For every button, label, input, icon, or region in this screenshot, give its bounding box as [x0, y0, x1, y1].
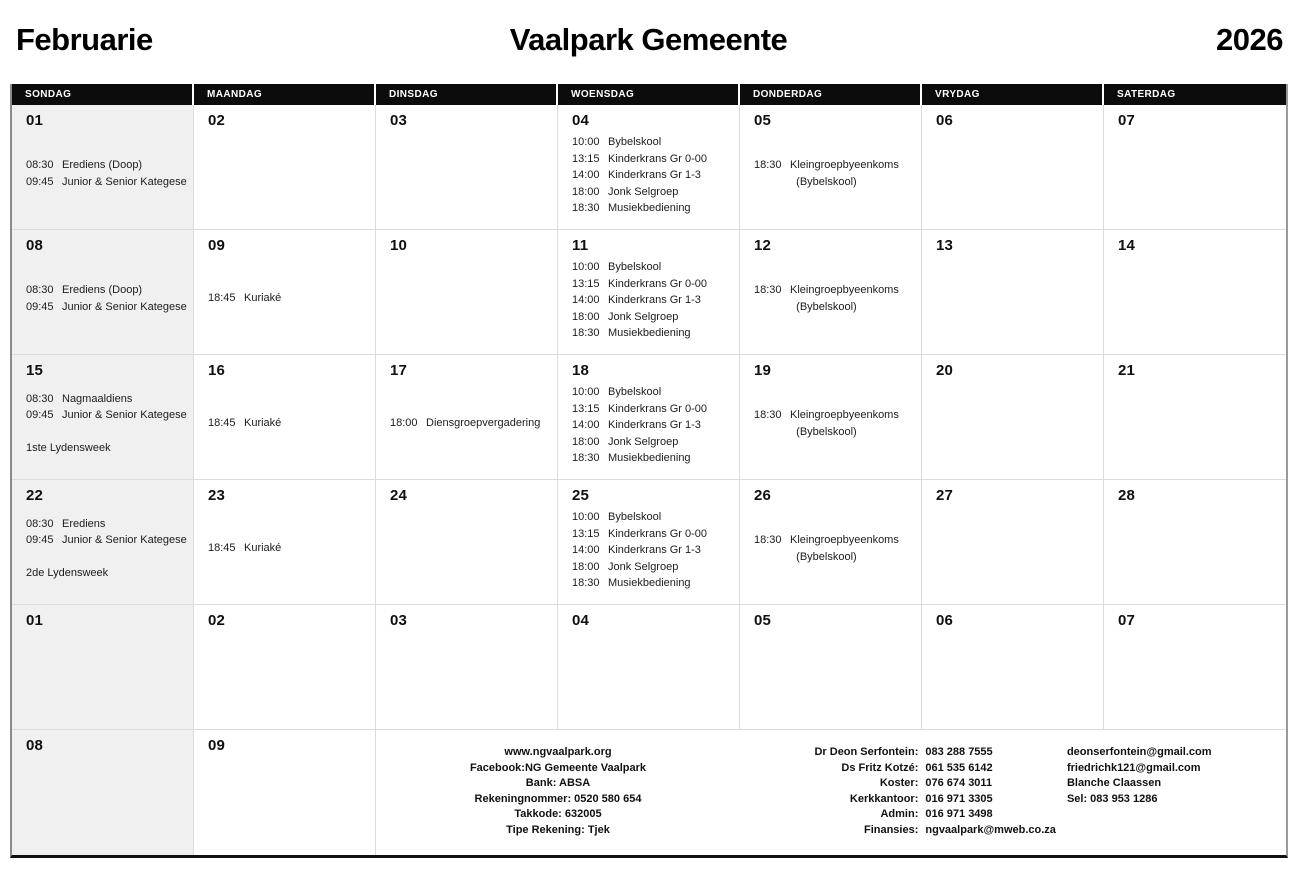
day-number: 03	[390, 612, 408, 629]
day-cell-07	[1104, 605, 1286, 730]
event-time: 09:45	[26, 175, 54, 188]
day-cell-23	[194, 480, 376, 605]
event-line	[26, 440, 187, 457]
day-cell-12	[740, 230, 922, 355]
events-block	[208, 290, 281, 307]
contact-label: Dr Deon Serfontein:	[814, 746, 919, 758]
day-number: 10	[390, 237, 408, 254]
event-line	[754, 299, 899, 316]
event-line	[572, 151, 707, 168]
contacts-block	[814, 745, 1211, 838]
day-number: 14	[1118, 237, 1136, 254]
event-text: Bybelskool	[608, 261, 662, 273]
day-cell-07	[1104, 105, 1286, 230]
event-text: Junior & Senior Kategese	[62, 534, 187, 546]
event-time: 14:00	[572, 294, 600, 306]
event-text: Erediens	[62, 517, 106, 530]
event-line	[754, 174, 899, 191]
event-text: Musiekbediening	[608, 577, 691, 589]
event-line	[26, 174, 187, 191]
event-text: Diensgroepvergadering	[426, 417, 541, 430]
contact-label: Koster:	[879, 777, 919, 789]
event-time: 18:00	[572, 435, 600, 448]
day-events	[12, 507, 193, 604]
day-number: 05	[754, 112, 772, 129]
event-time: 13:15	[572, 277, 600, 290]
contact-label: Finansies:	[863, 823, 919, 836]
event-text: Kleingroepbyeenkoms	[790, 284, 899, 296]
event-time: 18:00	[572, 310, 600, 323]
event-line	[572, 401, 707, 418]
events-block	[26, 516, 187, 582]
weekday-header-maandag: MAANDAG	[194, 84, 376, 105]
event-text: Junior & Senior Kategese	[62, 300, 187, 313]
weekday-header-woensdag: WOENSDAG	[558, 84, 740, 105]
day-events	[558, 132, 739, 229]
church-info-line: Facebook:NG Gemeente Vaalpark	[469, 761, 647, 774]
day-cell-03	[376, 605, 558, 730]
event-line	[572, 542, 707, 559]
day-number: 22	[26, 487, 44, 504]
events-block	[754, 532, 899, 565]
event-time: 14:00	[572, 419, 600, 431]
church-info-line: Rekeningnommer: 0520 580 654	[474, 792, 642, 805]
day-number: 08	[26, 237, 44, 254]
day-events	[558, 257, 739, 354]
day-number: 17	[390, 362, 408, 379]
event-text: Musiekbediening	[608, 452, 691, 464]
day-cell-17	[376, 355, 558, 480]
events-block	[208, 415, 281, 432]
events-block	[572, 509, 707, 592]
day-number: 18	[572, 362, 590, 379]
event-time: 18:30	[572, 327, 600, 339]
event-text: Bybelskool	[608, 386, 662, 398]
event-time: 18:30	[572, 202, 600, 214]
day-events	[740, 257, 921, 354]
events-block	[26, 391, 187, 457]
calendar-grid	[10, 84, 1288, 858]
event-text	[26, 551, 29, 563]
day-number: 26	[754, 487, 772, 504]
day-number: 03	[390, 112, 408, 129]
event-line	[26, 565, 187, 582]
weekday-header-donderdag: DONDERDAG	[740, 84, 922, 105]
event-text	[26, 426, 29, 438]
day-number: 08	[26, 737, 44, 754]
event-text: 1ste Lydensweek	[26, 442, 111, 454]
contact-label: Kerkkantoor:	[849, 792, 919, 805]
event-time: 18:30	[572, 577, 600, 589]
event-text: Kinderkrans Gr 1-3	[608, 544, 701, 556]
day-cell-06	[922, 605, 1104, 730]
day-number: 11	[572, 237, 589, 254]
event-line	[754, 532, 899, 549]
event-line	[572, 559, 707, 576]
day-number: 28	[1118, 487, 1136, 504]
day-number: 13	[936, 237, 954, 254]
day-cell-04	[558, 605, 740, 730]
event-text: Junior & Senior Kategese	[62, 175, 187, 188]
day-cell-27	[922, 480, 1104, 605]
event-line	[208, 290, 281, 307]
day-cell-14	[1104, 230, 1286, 355]
day-events	[558, 382, 739, 479]
event-text: Kleingroepbyeenkoms	[790, 409, 899, 421]
contact-extra: Blanche Claassen	[1066, 777, 1162, 789]
event-time: 18:30	[754, 159, 782, 171]
event-text: Kinderkrans Gr 0-00	[608, 152, 708, 165]
event-text: Kinderkrans Gr 0-00	[608, 527, 708, 540]
event-line	[754, 549, 899, 566]
event-text: 2de Lydensweek	[26, 567, 109, 579]
event-line	[754, 157, 899, 174]
event-text: (Bybelskool)	[796, 300, 857, 313]
event-text: Junior & Senior Kategese	[62, 409, 187, 421]
event-time: 18:30	[572, 452, 600, 464]
day-cell-13	[922, 230, 1104, 355]
event-time: 13:15	[572, 152, 600, 165]
event-line	[572, 309, 707, 326]
event-line	[26, 549, 187, 566]
event-time: 08:30	[26, 159, 54, 171]
event-line	[26, 157, 187, 174]
footer-panel	[376, 730, 1286, 855]
day-number: 20	[936, 362, 954, 379]
event-line	[572, 417, 707, 434]
day-cell-11	[558, 230, 740, 355]
day-number: 02	[208, 612, 226, 629]
contact-label: Ds Fritz Kotzé:	[841, 761, 919, 774]
day-cell-06	[922, 105, 1104, 230]
event-text: Kinderkrans Gr 1-3	[608, 169, 701, 181]
event-time: 08:30	[26, 284, 54, 296]
event-time: 10:00	[572, 386, 600, 398]
event-line	[572, 259, 707, 276]
events-block	[754, 157, 899, 190]
day-number: 09	[208, 237, 226, 254]
event-line	[208, 415, 281, 432]
event-time: 08:30	[26, 517, 54, 530]
event-line	[390, 415, 540, 432]
day-cell-03	[376, 105, 558, 230]
day-events	[194, 507, 375, 604]
day-cell-08	[12, 230, 194, 355]
day-events	[12, 257, 193, 354]
day-number: 02	[208, 112, 226, 129]
day-number: 23	[208, 487, 226, 504]
event-time: 14:00	[572, 169, 600, 181]
church-info-block	[376, 745, 740, 855]
contact-value: 076 674 3011	[925, 777, 993, 789]
day-number: 07	[1118, 112, 1136, 129]
event-text: Kinderkrans Gr 0-00	[608, 277, 708, 290]
day-cell-05	[740, 605, 922, 730]
event-text: Bybelskool	[608, 136, 662, 148]
day-events	[376, 382, 557, 479]
event-line	[572, 509, 707, 526]
event-text: Kuriaké	[244, 292, 282, 305]
day-number: 06	[936, 112, 954, 129]
event-time: 09:45	[26, 409, 54, 421]
event-time: 18:00	[572, 185, 600, 198]
event-line	[26, 391, 187, 408]
day-events	[558, 507, 739, 604]
day-number: 09	[208, 737, 226, 754]
event-line	[572, 325, 707, 342]
event-text: Bybelskool	[608, 511, 662, 523]
event-text: (Bybelskool)	[796, 425, 857, 438]
event-text: Jonk Selgroep	[608, 560, 679, 573]
contact-extra: friedrichk121@gmail.com	[1066, 761, 1201, 774]
weekday-header-dinsdag: DINSDAG	[376, 84, 558, 105]
event-line	[572, 200, 707, 217]
day-cell-21	[1104, 355, 1286, 480]
day-cell-02	[194, 105, 376, 230]
event-line	[26, 516, 187, 533]
year-title: 2026	[1216, 22, 1283, 57]
event-text: Jonk Selgroep	[608, 310, 679, 323]
contact-extra	[1063, 823, 1212, 839]
day-number: 05	[754, 612, 772, 629]
event-text: Jonk Selgroep	[608, 185, 679, 198]
day-number: 19	[754, 362, 772, 379]
event-time: 13:15	[572, 402, 600, 415]
day-events	[12, 132, 193, 229]
event-time: 18:00	[572, 560, 600, 573]
weekday-header-sondag: SONDAG	[12, 84, 194, 105]
day-cell-20	[922, 355, 1104, 480]
event-line	[572, 134, 707, 151]
day-number: 16	[208, 362, 226, 379]
event-text: (Bybelskool)	[796, 550, 857, 563]
event-line	[572, 450, 707, 467]
event-line	[572, 292, 707, 309]
event-text: Kinderkrans Gr 1-3	[608, 294, 701, 306]
events-block	[572, 384, 707, 467]
event-time: 09:45	[26, 300, 54, 313]
event-time: 09:45	[26, 534, 54, 546]
day-number: 01	[26, 112, 44, 129]
church-info-line: Bank: ABSA	[525, 777, 591, 789]
contact-label: Admin:	[880, 808, 919, 820]
event-line	[572, 276, 707, 293]
event-line	[26, 532, 187, 549]
events-block	[572, 134, 707, 217]
contact-value: 083 288 7555	[925, 746, 993, 758]
church-info-line: Tipe Rekening: Tjek	[506, 823, 610, 836]
event-line	[572, 384, 707, 401]
contact-value: 016 971 3305	[925, 792, 993, 805]
event-time: 08:30	[26, 392, 54, 405]
day-cell-09	[194, 730, 376, 855]
weekday-header-saterdag: SATERDAG	[1104, 84, 1286, 105]
contacts-wrap	[740, 745, 1286, 855]
events-block	[208, 540, 281, 557]
event-time: 18:45	[208, 542, 236, 555]
day-cell-01	[12, 105, 194, 230]
day-number: 12	[754, 237, 772, 254]
event-text: Kuriaké	[244, 542, 282, 555]
event-time: 10:00	[572, 511, 600, 523]
event-line	[572, 184, 707, 201]
day-cell-16	[194, 355, 376, 480]
event-line	[572, 167, 707, 184]
event-time: 10:00	[572, 136, 600, 148]
day-events	[740, 132, 921, 229]
day-cell-10	[376, 230, 558, 355]
event-text: Musiekbediening	[608, 202, 691, 214]
event-text: (Bybelskool)	[796, 175, 857, 188]
day-events	[740, 382, 921, 479]
event-text: Erediens (Doop)	[62, 284, 143, 296]
event-time: 18:30	[754, 534, 782, 546]
event-time: 13:15	[572, 527, 600, 540]
day-number: 01	[26, 612, 44, 629]
contact-value: 016 971 3498	[925, 808, 993, 820]
event-text: Jonk Selgroep	[608, 435, 679, 448]
weekday-header-vrydag: VRYDAG	[922, 84, 1104, 105]
event-text: Musiekbediening	[608, 327, 691, 339]
event-text: Kuriaké	[244, 417, 282, 430]
day-events	[194, 257, 375, 354]
event-text: Kleingroepbyeenkoms	[790, 534, 899, 546]
day-cell-08	[12, 730, 194, 855]
day-cell-28	[1104, 480, 1286, 605]
day-cell-15	[12, 355, 194, 480]
event-line	[26, 407, 187, 424]
event-text: Kinderkrans Gr 1-3	[608, 419, 701, 431]
title-bar	[0, 0, 1297, 84]
day-cell-25	[558, 480, 740, 605]
day-number: 27	[936, 487, 954, 504]
contact-extra: Sel: 083 953 1286	[1066, 792, 1158, 805]
congregation-title: Vaalpark Gemeente	[509, 22, 788, 57]
event-line	[208, 540, 281, 557]
day-number: 06	[936, 612, 954, 629]
day-number: 15	[26, 362, 44, 379]
month-title: Februarie	[16, 22, 153, 57]
event-time: 18:00	[390, 417, 418, 430]
event-line	[754, 407, 899, 424]
day-number: 21	[1118, 362, 1136, 379]
event-line	[26, 424, 187, 441]
day-cell-05	[740, 105, 922, 230]
event-text: Kinderkrans Gr 0-00	[608, 402, 708, 415]
event-line	[572, 526, 707, 543]
event-line	[26, 299, 187, 316]
day-cell-02	[194, 605, 376, 730]
day-cell-19	[740, 355, 922, 480]
day-cell-04	[558, 105, 740, 230]
contact-extra	[1063, 807, 1212, 823]
event-time: 18:45	[208, 417, 236, 430]
event-line	[26, 282, 187, 299]
events-block	[26, 282, 187, 315]
events-block	[754, 407, 899, 440]
day-number: 04	[572, 112, 590, 129]
day-cell-18	[558, 355, 740, 480]
day-number: 07	[1118, 612, 1136, 629]
day-events	[194, 382, 375, 479]
event-text: Kleingroepbyeenkoms	[790, 159, 899, 171]
event-line	[754, 424, 899, 441]
day-number: 25	[572, 487, 590, 504]
contact-value: 061 535 6142	[925, 761, 993, 774]
contact-extra: deonserfontein@gmail.com	[1066, 746, 1212, 758]
day-number: 24	[390, 487, 408, 504]
event-time: 10:00	[572, 261, 600, 273]
event-line	[754, 282, 899, 299]
church-info-line: www.ngvaalpark.org	[504, 746, 612, 758]
event-time: 18:45	[208, 292, 236, 305]
event-text: Nagmaaldiens	[62, 392, 133, 405]
events-block	[26, 157, 187, 190]
event-time: 18:30	[754, 284, 782, 296]
day-events	[740, 507, 921, 604]
event-line	[572, 434, 707, 451]
event-time: 18:30	[754, 409, 782, 421]
day-events	[12, 382, 193, 479]
events-block	[754, 282, 899, 315]
day-cell-24	[376, 480, 558, 605]
event-time: 14:00	[572, 544, 600, 556]
contact-value: ngvaalpark@mweb.co.za	[925, 823, 1056, 836]
event-line	[572, 575, 707, 592]
events-block	[390, 415, 540, 432]
day-number: 04	[572, 612, 590, 629]
day-cell-09	[194, 230, 376, 355]
day-cell-01	[12, 605, 194, 730]
event-text: Erediens (Doop)	[62, 159, 143, 171]
events-block	[572, 259, 707, 342]
day-cell-22	[12, 480, 194, 605]
church-info-line: Takkode: 632005	[514, 808, 602, 820]
day-cell-26	[740, 480, 922, 605]
